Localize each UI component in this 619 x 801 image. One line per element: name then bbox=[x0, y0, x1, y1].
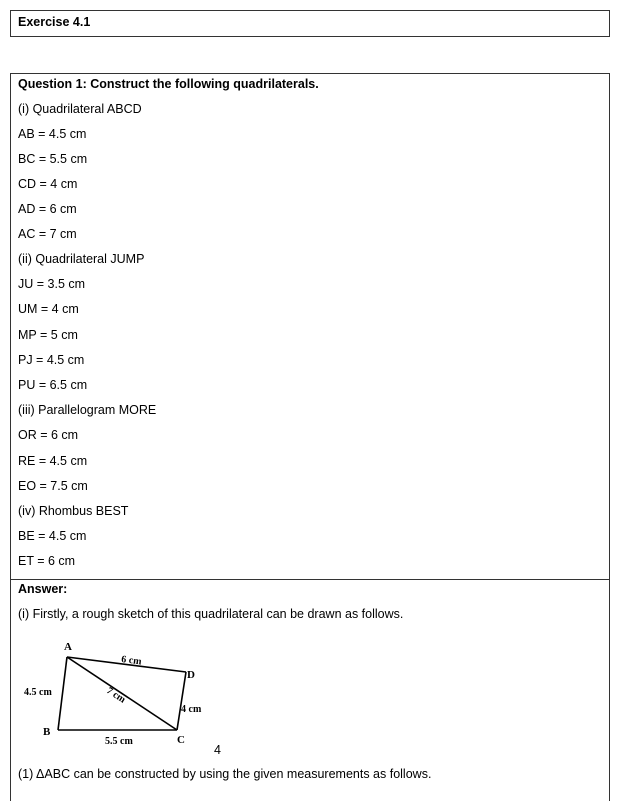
quadrilateral-abcd-sketch bbox=[21, 637, 221, 747]
answer-step-1: (1) ΔABC can be constructed by using the given measurements as follows. bbox=[18, 767, 432, 781]
vertex-b-label: B bbox=[43, 726, 51, 738]
question-line: (ii) Quadrilateral JUMP bbox=[18, 252, 145, 266]
side-ad-length: 6 cm bbox=[120, 654, 143, 668]
side-ab-length: 4.5 cm bbox=[24, 687, 52, 698]
question-line: CD = 4 cm bbox=[18, 177, 78, 191]
diagonal-ac-length: 7 cm bbox=[104, 685, 128, 706]
vertex-d-label: D bbox=[187, 669, 195, 681]
question-line: ET = 6 cm bbox=[18, 554, 76, 568]
side-cd-length: 4 cm bbox=[181, 704, 202, 715]
question-line: AB = 4.5 cm bbox=[18, 127, 87, 141]
question-line: BE = 4.5 cm bbox=[18, 529, 87, 543]
side-ab bbox=[58, 657, 67, 730]
side-cd bbox=[177, 672, 186, 730]
question-line: RE = 4.5 cm bbox=[18, 454, 88, 468]
answer-intro: (i) Firstly, a rough sketch of this quadrilateral can be drawn as follows. bbox=[18, 607, 404, 621]
question-line: (iv) Rhombus BEST bbox=[18, 504, 129, 518]
question-line: (iii) Parallelogram MORE bbox=[18, 403, 157, 417]
question-line: UM = 4 cm bbox=[18, 302, 79, 316]
exercise-header-box bbox=[10, 10, 610, 37]
answer-box bbox=[10, 579, 610, 801]
question-line: JU = 3.5 cm bbox=[18, 277, 86, 291]
question-line: PJ = 4.5 cm bbox=[18, 353, 85, 367]
question-line: AC = 7 cm bbox=[18, 227, 77, 241]
exercise-title: Exercise 4.1 bbox=[18, 15, 91, 29]
question-line: BC = 5.5 cm bbox=[18, 152, 88, 166]
question-box bbox=[10, 73, 610, 580]
question-line: EO = 7.5 cm bbox=[18, 479, 88, 493]
question-line: OR = 6 cm bbox=[18, 428, 79, 442]
side-bc-length: 5.5 cm bbox=[105, 736, 133, 747]
vertex-a-label: A bbox=[64, 641, 72, 653]
vertex-c-label: C bbox=[177, 734, 185, 746]
question-line: MP = 5 cm bbox=[18, 328, 78, 342]
question-line: PU = 6.5 cm bbox=[18, 378, 88, 392]
question-line: AD = 6 cm bbox=[18, 202, 77, 216]
answer-heading: Answer: bbox=[18, 582, 68, 596]
page-number: 4 bbox=[214, 743, 221, 757]
question-line: (i) Quadrilateral ABCD bbox=[18, 102, 142, 116]
question-heading: Question 1: Construct the following quadrilaterals. bbox=[18, 77, 319, 91]
